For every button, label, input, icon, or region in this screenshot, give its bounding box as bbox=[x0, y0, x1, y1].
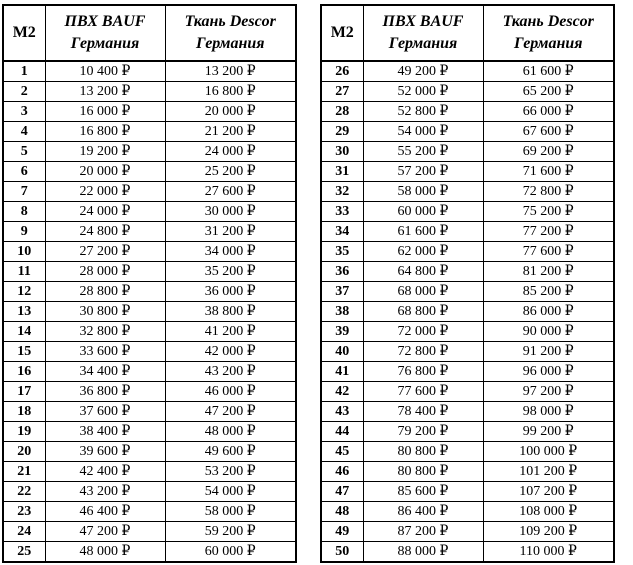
area-cell: 40 bbox=[321, 342, 363, 362]
fabric-price-cell: 41 200 ₽ bbox=[165, 322, 296, 342]
price-table-left bbox=[2, 4, 297, 563]
pvc-price-cell: 49 200 ₽ bbox=[363, 61, 483, 82]
area-cell: 29 bbox=[321, 122, 363, 142]
area-cell: 47 bbox=[321, 482, 363, 502]
pvc-price-cell: 24 000 ₽ bbox=[45, 202, 165, 222]
fabric-price-cell: 109 200 ₽ bbox=[483, 522, 614, 542]
pvc-price-cell: 86 400 ₽ bbox=[363, 502, 483, 522]
area-cell: 35 bbox=[321, 242, 363, 262]
area-column-header: М2 bbox=[3, 5, 45, 61]
pvc-price-cell: 87 200 ₽ bbox=[363, 522, 483, 542]
fabric-price-cell: 60 000 ₽ bbox=[165, 542, 296, 563]
fabric-price-cell: 75 200 ₽ bbox=[483, 202, 614, 222]
area-cell: 31 bbox=[321, 162, 363, 182]
table-row bbox=[321, 142, 614, 162]
table-row bbox=[3, 202, 296, 222]
area-cell: 38 bbox=[321, 302, 363, 322]
area-cell: 42 bbox=[321, 382, 363, 402]
fabric-price-cell: 30 000 ₽ bbox=[165, 202, 296, 222]
fabric-price-cell: 13 200 ₽ bbox=[165, 61, 296, 82]
area-cell: 19 bbox=[3, 422, 45, 442]
pvc-price-cell: 19 200 ₽ bbox=[45, 142, 165, 162]
fabric-price-cell: 24 000 ₽ bbox=[165, 142, 296, 162]
table-row bbox=[321, 182, 614, 202]
table-row bbox=[321, 362, 614, 382]
pvc-header-line2: Германия bbox=[70, 35, 140, 52]
area-cell: 7 bbox=[3, 182, 45, 202]
fabric-price-cell: 53 200 ₽ bbox=[165, 462, 296, 482]
table-row bbox=[321, 382, 614, 402]
table-row bbox=[3, 282, 296, 302]
table-row bbox=[3, 302, 296, 322]
table-row bbox=[321, 502, 614, 522]
area-cell: 37 bbox=[321, 282, 363, 302]
fabric-price-cell: 34 000 ₽ bbox=[165, 242, 296, 262]
area-cell: 45 bbox=[321, 442, 363, 462]
area-cell: 10 bbox=[3, 242, 45, 262]
table-row bbox=[321, 242, 614, 262]
pvc-header-line2: Германия bbox=[388, 35, 458, 52]
fabric-header-line2: Германия bbox=[196, 35, 265, 52]
fabric-price-cell: 85 200 ₽ bbox=[483, 282, 614, 302]
table-row bbox=[321, 282, 614, 302]
price-table-right bbox=[320, 4, 615, 563]
table-row bbox=[321, 462, 614, 482]
area-cell: 44 bbox=[321, 422, 363, 442]
area-cell: 18 bbox=[3, 402, 45, 422]
fabric-price-cell: 110 000 ₽ bbox=[483, 542, 614, 563]
fabric-price-cell: 31 200 ₽ bbox=[165, 222, 296, 242]
fabric-price-cell: 107 200 ₽ bbox=[483, 482, 614, 502]
fabric-price-cell: 69 200 ₽ bbox=[483, 142, 614, 162]
fabric-price-cell: 38 800 ₽ bbox=[165, 302, 296, 322]
pvc-price-cell: 60 000 ₽ bbox=[363, 202, 483, 222]
pvc-price-cell: 54 000 ₽ bbox=[363, 122, 483, 142]
area-cell: 11 bbox=[3, 262, 45, 282]
pvc-price-cell: 10 400 ₽ bbox=[45, 61, 165, 82]
pvc-price-cell: 68 000 ₽ bbox=[363, 282, 483, 302]
fabric-price-cell: 71 600 ₽ bbox=[483, 162, 614, 182]
fabric-price-cell: 98 000 ₽ bbox=[483, 402, 614, 422]
table-row bbox=[321, 202, 614, 222]
fabric-price-cell: 65 200 ₽ bbox=[483, 82, 614, 102]
table-row bbox=[321, 342, 614, 362]
area-cell: 16 bbox=[3, 362, 45, 382]
pvc-price-cell: 28 800 ₽ bbox=[45, 282, 165, 302]
area-cell: 14 bbox=[3, 322, 45, 342]
area-cell: 22 bbox=[3, 482, 45, 502]
table-row bbox=[321, 82, 614, 102]
area-cell: 13 bbox=[3, 302, 45, 322]
table-row bbox=[3, 402, 296, 422]
fabric-price-cell: 108 000 ₽ bbox=[483, 502, 614, 522]
area-cell: 32 bbox=[321, 182, 363, 202]
table-row bbox=[3, 122, 296, 142]
pvc-price-cell: 43 200 ₽ bbox=[45, 482, 165, 502]
fabric-price-cell: 72 800 ₽ bbox=[483, 182, 614, 202]
fabric-price-cell: 67 600 ₽ bbox=[483, 122, 614, 142]
pvc-price-cell: 39 600 ₽ bbox=[45, 442, 165, 462]
fabric-price-cell: 66 000 ₽ bbox=[483, 102, 614, 122]
pvc-price-cell: 61 600 ₽ bbox=[363, 222, 483, 242]
fabric-price-cell: 58 000 ₽ bbox=[165, 502, 296, 522]
fabric-price-cell: 91 200 ₽ bbox=[483, 342, 614, 362]
pvc-price-cell: 47 200 ₽ bbox=[45, 522, 165, 542]
fabric-price-cell: 86 000 ₽ bbox=[483, 302, 614, 322]
fabric-price-cell: 47 200 ₽ bbox=[165, 402, 296, 422]
table-row bbox=[3, 182, 296, 202]
pvc-price-cell: 62 000 ₽ bbox=[363, 242, 483, 262]
pvc-price-cell: 22 000 ₽ bbox=[45, 182, 165, 202]
fabric-price-cell: 46 000 ₽ bbox=[165, 382, 296, 402]
table-row bbox=[3, 262, 296, 282]
fabric-price-cell: 100 000 ₽ bbox=[483, 442, 614, 462]
pvc-price-cell: 42 400 ₽ bbox=[45, 462, 165, 482]
table-row bbox=[3, 61, 296, 82]
pvc-price-cell: 32 800 ₽ bbox=[45, 322, 165, 342]
fabric-price-cell: 49 600 ₽ bbox=[165, 442, 296, 462]
fabric-header-line2: Германия bbox=[514, 35, 583, 52]
pvc-price-cell: 16 800 ₽ bbox=[45, 122, 165, 142]
pvc-header-line1: ПВХ BAUF bbox=[382, 13, 464, 30]
pvc-price-cell: 36 800 ₽ bbox=[45, 382, 165, 402]
table-row bbox=[3, 442, 296, 462]
area-cell: 4 bbox=[3, 122, 45, 142]
table-row bbox=[321, 542, 614, 563]
fabric-price-cell: 54 000 ₽ bbox=[165, 482, 296, 502]
pvc-price-cell: 55 200 ₽ bbox=[363, 142, 483, 162]
fabric-header-line1: Ткань Descor bbox=[184, 13, 276, 30]
area-cell: 39 bbox=[321, 322, 363, 342]
pvc-price-cell: 48 000 ₽ bbox=[45, 542, 165, 563]
header-row bbox=[3, 5, 296, 61]
area-cell: 28 bbox=[321, 102, 363, 122]
table-row bbox=[3, 222, 296, 242]
fabric-price-cell: 97 200 ₽ bbox=[483, 382, 614, 402]
fabric-column-header bbox=[165, 5, 296, 61]
pvc-price-cell: 88 000 ₽ bbox=[363, 542, 483, 563]
pvc-price-cell: 58 000 ₽ bbox=[363, 182, 483, 202]
header-row bbox=[321, 5, 614, 61]
fabric-price-cell: 90 000 ₽ bbox=[483, 322, 614, 342]
area-cell: 6 bbox=[3, 162, 45, 182]
fabric-price-cell: 77 200 ₽ bbox=[483, 222, 614, 242]
pvc-price-cell: 72 800 ₽ bbox=[363, 342, 483, 362]
table-row bbox=[321, 302, 614, 322]
pvc-price-cell: 28 000 ₽ bbox=[45, 262, 165, 282]
area-cell: 21 bbox=[3, 462, 45, 482]
table-row bbox=[321, 262, 614, 282]
table-row bbox=[3, 522, 296, 542]
table-row bbox=[3, 502, 296, 522]
table-row bbox=[3, 422, 296, 442]
area-cell: 25 bbox=[3, 542, 45, 563]
table-row bbox=[3, 102, 296, 122]
fabric-price-cell: 36 000 ₽ bbox=[165, 282, 296, 302]
pvc-price-cell: 24 800 ₽ bbox=[45, 222, 165, 242]
pvc-column-header bbox=[363, 5, 483, 61]
fabric-price-cell: 21 200 ₽ bbox=[165, 122, 296, 142]
fabric-column-header bbox=[483, 5, 614, 61]
table-row bbox=[3, 362, 296, 382]
area-cell: 36 bbox=[321, 262, 363, 282]
fabric-price-cell: 16 800 ₽ bbox=[165, 82, 296, 102]
table-row bbox=[3, 382, 296, 402]
pvc-price-cell: 78 400 ₽ bbox=[363, 402, 483, 422]
pvc-price-cell: 27 200 ₽ bbox=[45, 242, 165, 262]
area-cell: 3 bbox=[3, 102, 45, 122]
pvc-price-cell: 38 400 ₽ bbox=[45, 422, 165, 442]
pvc-price-cell: 52 800 ₽ bbox=[363, 102, 483, 122]
area-cell: 27 bbox=[321, 82, 363, 102]
fabric-price-cell: 59 200 ₽ bbox=[165, 522, 296, 542]
pvc-price-cell: 52 000 ₽ bbox=[363, 82, 483, 102]
pvc-price-cell: 76 800 ₽ bbox=[363, 362, 483, 382]
area-cell: 5 bbox=[3, 142, 45, 162]
area-cell: 50 bbox=[321, 542, 363, 563]
table-row bbox=[3, 462, 296, 482]
area-column-header: М2 bbox=[321, 5, 363, 61]
pvc-price-cell: 37 600 ₽ bbox=[45, 402, 165, 422]
pvc-price-cell: 13 200 ₽ bbox=[45, 82, 165, 102]
pvc-column-header bbox=[45, 5, 165, 61]
pvc-price-cell: 80 800 ₽ bbox=[363, 462, 483, 482]
table-row bbox=[321, 122, 614, 142]
area-cell: 26 bbox=[321, 61, 363, 82]
area-cell: 49 bbox=[321, 522, 363, 542]
table-row bbox=[321, 402, 614, 422]
table-row bbox=[3, 322, 296, 342]
table-row bbox=[3, 342, 296, 362]
fabric-price-cell: 81 200 ₽ bbox=[483, 262, 614, 282]
fabric-price-cell: 25 200 ₽ bbox=[165, 162, 296, 182]
fabric-header-line1: Ткань Descor bbox=[502, 13, 594, 30]
area-cell: 30 bbox=[321, 142, 363, 162]
table-row bbox=[321, 162, 614, 182]
price-rows-left bbox=[3, 61, 296, 562]
table-row bbox=[321, 61, 614, 82]
pvc-price-cell: 57 200 ₽ bbox=[363, 162, 483, 182]
pvc-price-cell: 77 600 ₽ bbox=[363, 382, 483, 402]
pvc-price-cell: 34 400 ₽ bbox=[45, 362, 165, 382]
pvc-price-cell: 20 000 ₽ bbox=[45, 162, 165, 182]
area-cell: 23 bbox=[3, 502, 45, 522]
area-cell: 9 bbox=[3, 222, 45, 242]
pvc-price-cell: 79 200 ₽ bbox=[363, 422, 483, 442]
table-row bbox=[3, 542, 296, 563]
pvc-header-line1: ПВХ BAUF bbox=[64, 13, 146, 30]
fabric-price-cell: 48 000 ₽ bbox=[165, 422, 296, 442]
pvc-price-cell: 72 000 ₽ bbox=[363, 322, 483, 342]
price-rows-right bbox=[321, 61, 614, 562]
fabric-price-cell: 43 200 ₽ bbox=[165, 362, 296, 382]
fabric-price-cell: 20 000 ₽ bbox=[165, 102, 296, 122]
area-cell: 41 bbox=[321, 362, 363, 382]
table-row bbox=[321, 322, 614, 342]
fabric-price-cell: 96 000 ₽ bbox=[483, 362, 614, 382]
table-row bbox=[3, 242, 296, 262]
pvc-price-cell: 33 600 ₽ bbox=[45, 342, 165, 362]
area-cell: 2 bbox=[3, 82, 45, 102]
pvc-price-cell: 30 800 ₽ bbox=[45, 302, 165, 322]
area-cell: 33 bbox=[321, 202, 363, 222]
area-cell: 1 bbox=[3, 61, 45, 82]
table-row bbox=[321, 482, 614, 502]
fabric-price-cell: 61 600 ₽ bbox=[483, 61, 614, 82]
fabric-price-cell: 27 600 ₽ bbox=[165, 182, 296, 202]
fabric-price-cell: 42 000 ₽ bbox=[165, 342, 296, 362]
fabric-price-cell: 101 200 ₽ bbox=[483, 462, 614, 482]
area-cell: 24 bbox=[3, 522, 45, 542]
pvc-price-cell: 64 800 ₽ bbox=[363, 262, 483, 282]
fabric-price-cell: 77 600 ₽ bbox=[483, 242, 614, 262]
table-row bbox=[3, 142, 296, 162]
pvc-price-cell: 46 400 ₽ bbox=[45, 502, 165, 522]
table-row bbox=[321, 222, 614, 242]
fabric-price-cell: 35 200 ₽ bbox=[165, 262, 296, 282]
table-row bbox=[321, 102, 614, 122]
area-cell: 34 bbox=[321, 222, 363, 242]
pvc-price-cell: 16 000 ₽ bbox=[45, 102, 165, 122]
area-cell: 48 bbox=[321, 502, 363, 522]
pvc-price-cell: 80 800 ₽ bbox=[363, 442, 483, 462]
fabric-price-cell: 99 200 ₽ bbox=[483, 422, 614, 442]
area-cell: 8 bbox=[3, 202, 45, 222]
area-cell: 17 bbox=[3, 382, 45, 402]
table-row bbox=[321, 422, 614, 442]
table-row bbox=[321, 522, 614, 542]
pvc-price-cell: 85 600 ₽ bbox=[363, 482, 483, 502]
table-row bbox=[3, 162, 296, 182]
pvc-price-cell: 68 800 ₽ bbox=[363, 302, 483, 322]
table-row bbox=[321, 442, 614, 462]
table-row bbox=[3, 482, 296, 502]
area-cell: 46 bbox=[321, 462, 363, 482]
area-cell: 12 bbox=[3, 282, 45, 302]
table-row bbox=[3, 82, 296, 102]
area-cell: 15 bbox=[3, 342, 45, 362]
area-cell: 20 bbox=[3, 442, 45, 462]
area-cell: 43 bbox=[321, 402, 363, 422]
